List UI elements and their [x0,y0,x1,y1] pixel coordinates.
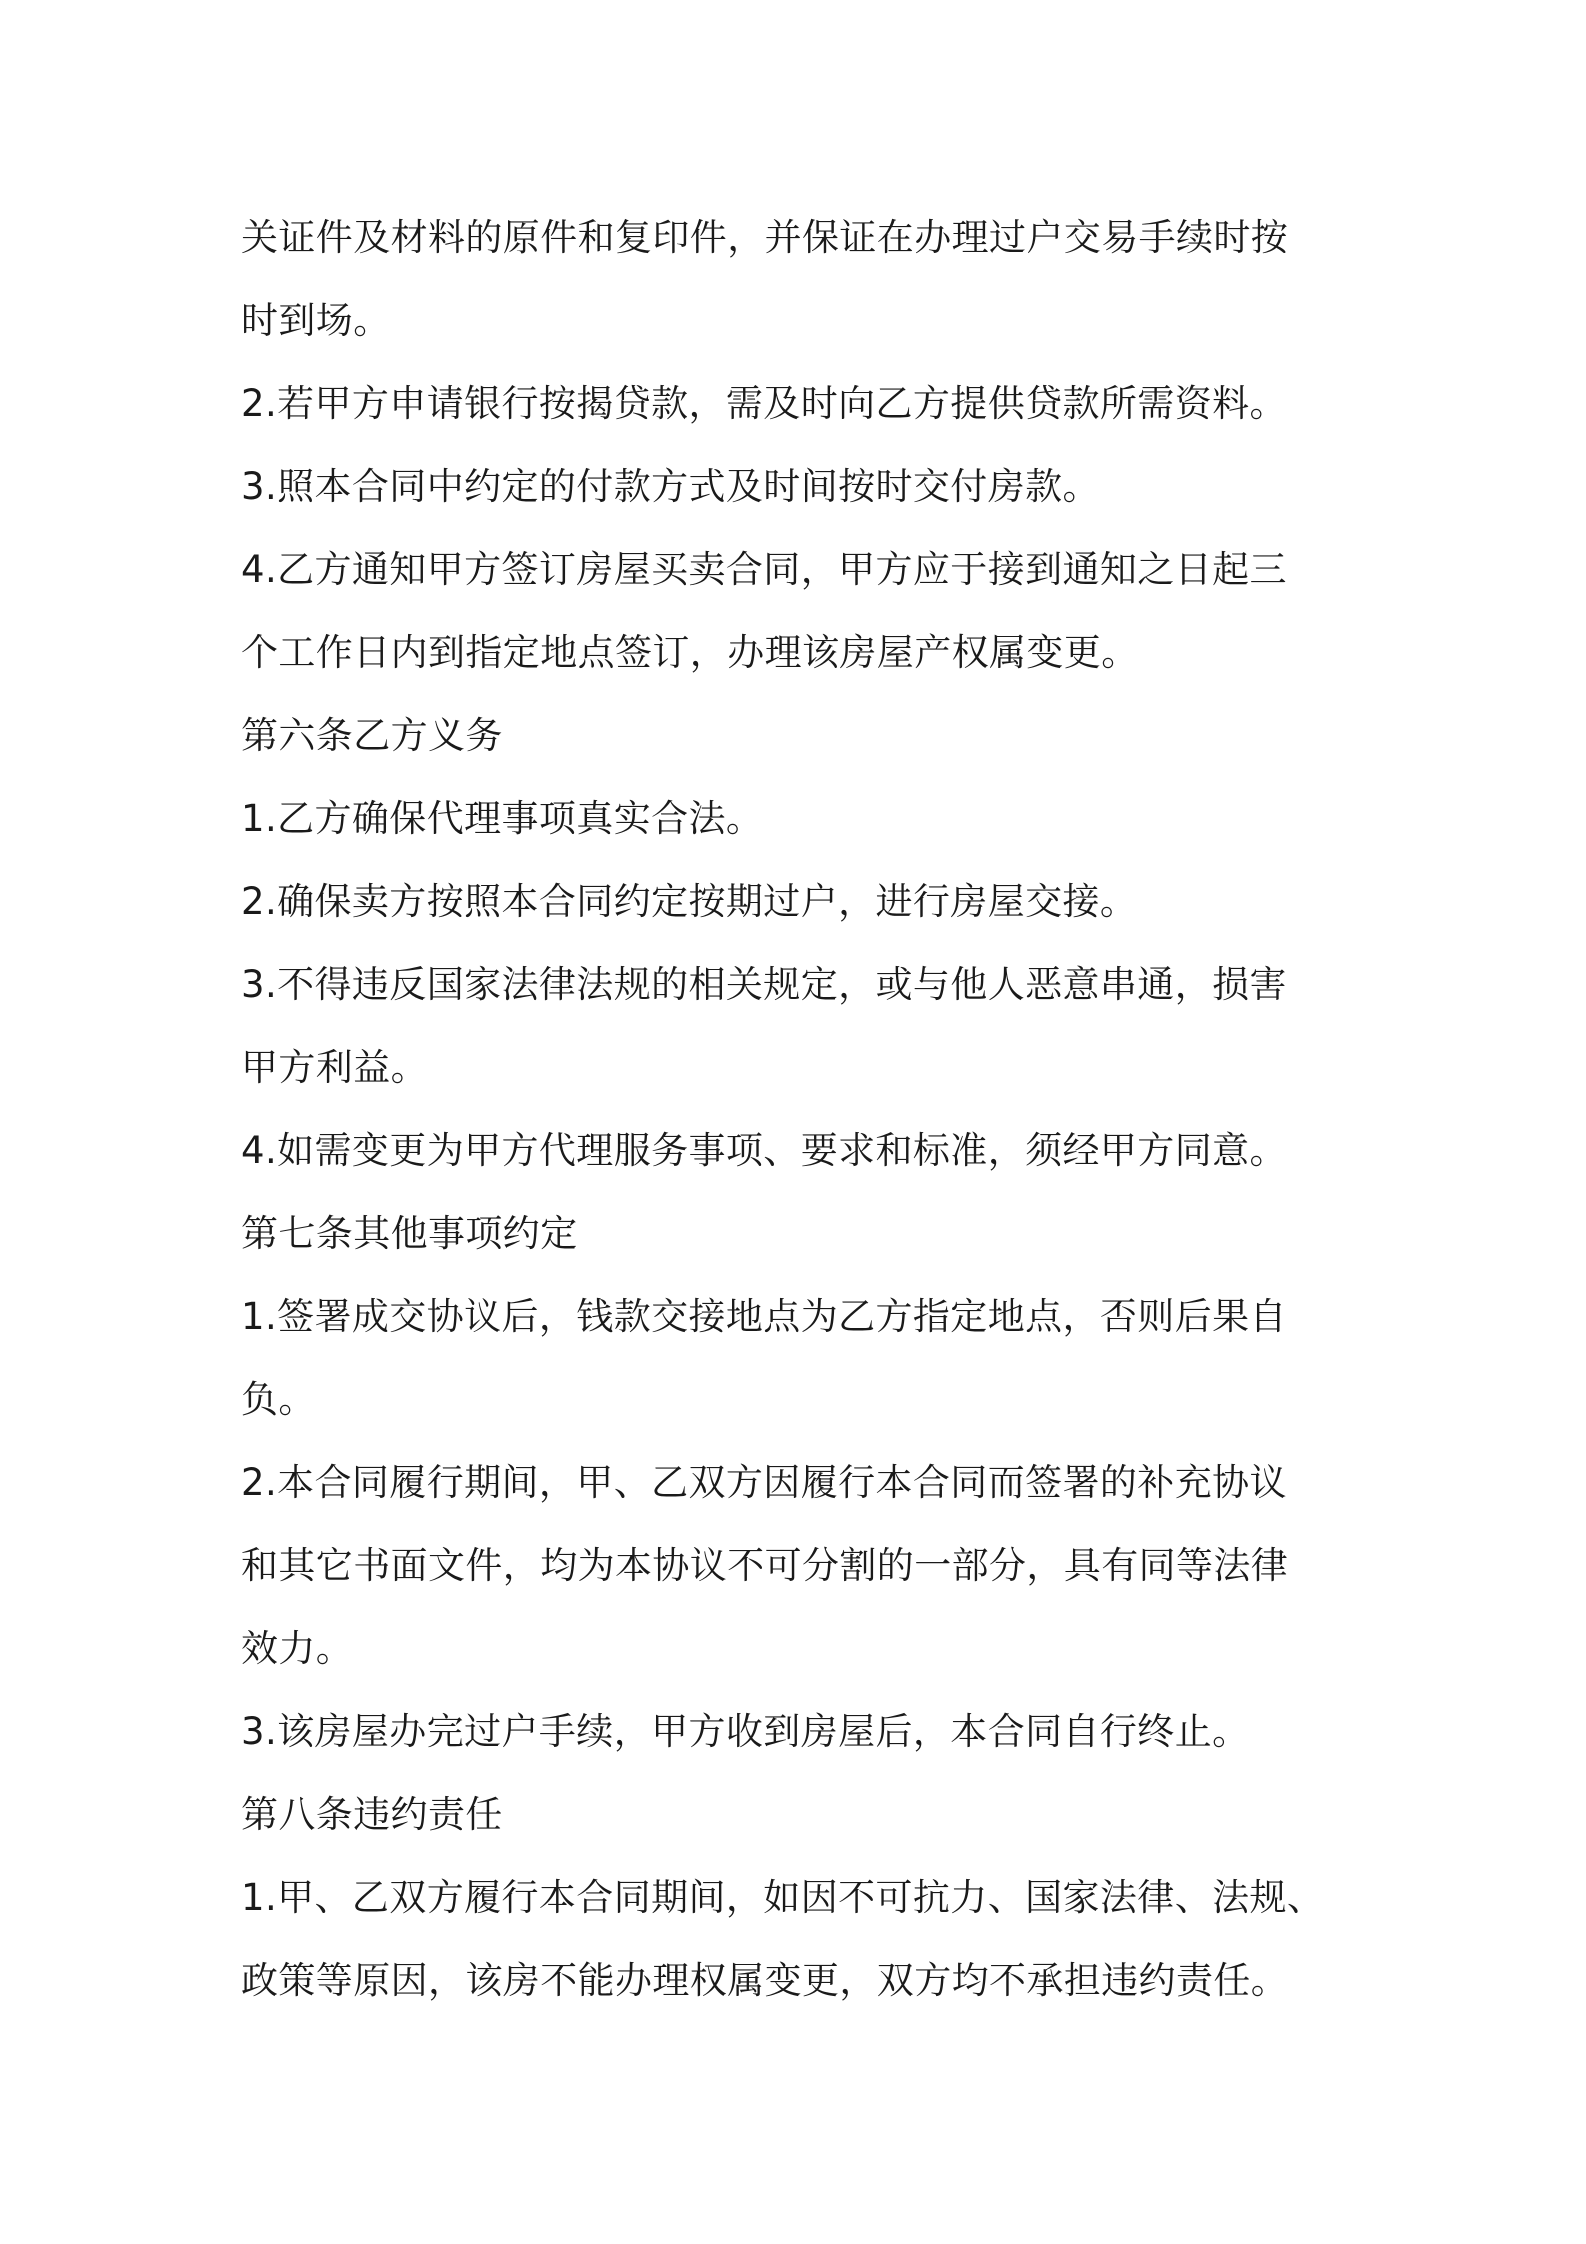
text-line: 1.乙方确保代理事项真实合法。 [241,797,764,840]
section-heading-article-7: 第七条其他事项约定 [241,1212,578,1255]
text-line: 关证件及材料的原件和复印件，并保证在办理过户交易手续时按 [241,216,1289,259]
text-line: 2.本合同履行期间，甲、乙双方因履行本合同而签署的补充协议 [241,1461,1287,1504]
text-line: 4.如需变更为甲方代理服务事项、要求和标准，须经甲方同意。 [241,1129,1287,1172]
text-line: 甲方利益。 [241,1046,428,1089]
text-line: 1.签署成交协议后，钱款交接地点为乙方指定地点，否则后果自 [241,1295,1287,1338]
text-line: 负。 [241,1378,316,1421]
text-line: 1.甲、乙双方履行本合同期间，如因不可抗力、国家法律、法规、 [241,1876,1325,1919]
text-line: 时到场。 [241,299,391,342]
text-line: 3.该房屋办完过户手续，甲方收到房屋后，本合同自行终止。 [241,1710,1250,1753]
text-line: 2.若甲方申请银行按揭贷款，需及时向乙方提供贷款所需资料。 [241,382,1287,425]
section-heading-article-6: 第六条乙方义务 [241,714,503,757]
text-line: 和其它书面文件，均为本协议不可分割的一部分，具有同等法律 [241,1544,1289,1587]
section-heading-article-8: 第八条违约责任 [241,1793,503,1836]
document-body [241,196,1361,2022]
text-line: 政策等原因，该房不能办理权属变更，双方均不承担违约责任。 [241,1959,1289,2002]
text-line: 3.不得违反国家法律法规的相关规定，或与他人恶意串通，损害 [241,963,1287,1006]
text-line: 3.照本合同中约定的付款方式及时间按时交付房款。 [241,465,1100,508]
text-line: 个工作日内到指定地点签订，办理该房屋产权属变更。 [241,631,1139,674]
text-line: 效力。 [241,1627,354,1670]
text-line: 2.确保卖方按照本合同约定按期过户，进行房屋交接。 [241,880,1138,923]
text-line: 4.乙方通知甲方签订房屋买卖合同，甲方应于接到通知之日起三 [241,548,1287,591]
